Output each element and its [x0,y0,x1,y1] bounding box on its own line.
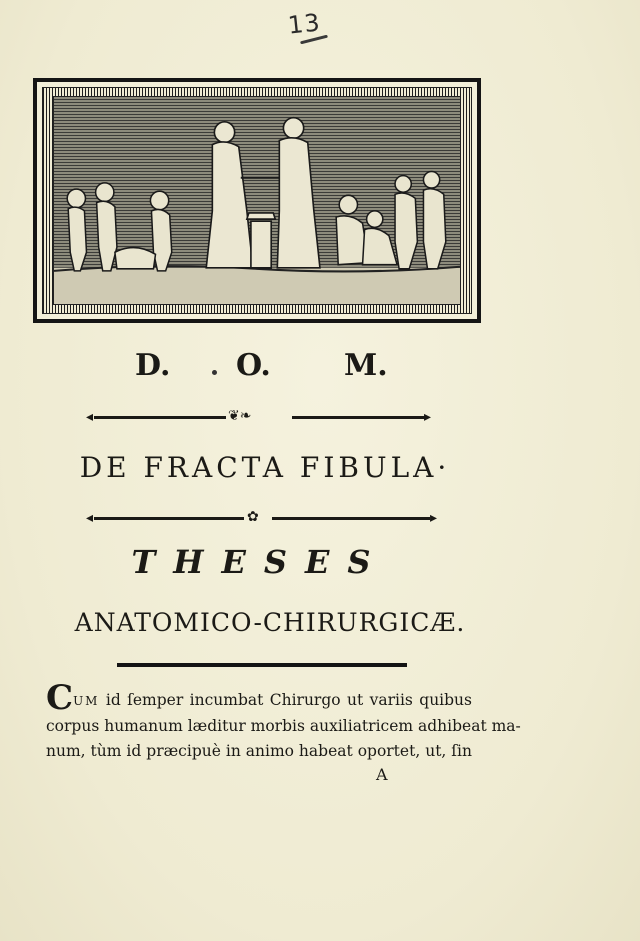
body-line-1-text: id ſemper incumbat Chirurgo ut variis quibus [99,691,472,709]
ornament-center-1: ❦❧ [228,408,252,424]
body-line-1 [46,678,472,718]
body-line-2: corpus humanum læditur morbis auxiliatricem adhibeat ma- [46,717,521,735]
ornament-arrow-left-1: ◂ [86,409,94,425]
ornament-arrow-right-1: ▸ [424,409,432,425]
folio-number: 13 [286,8,322,40]
section-divider [117,663,407,667]
drop-cap: C [46,678,74,718]
ornament-arrow-right-2: ▸ [430,510,438,526]
small-caps-word: UM [73,694,100,708]
body-paragraph [46,678,521,764]
engraved-vignette [33,78,481,323]
dom-separator-dot [212,370,217,375]
theses-subtitle: ANATOMICO-CHIRURGICÆ. [74,608,466,637]
theses-heading: THESES [131,543,389,581]
vignette-illustration [54,97,460,304]
ornamental-rule-right-1 [292,416,426,419]
ornamental-rule-right-2 [272,517,430,520]
dom-letter-o: O. [236,348,271,383]
vignette-scene [53,96,461,305]
ornament-center-2: ✿ [247,509,259,525]
dom-letter-d: D. [135,348,171,383]
body-line-3: num, tùm id præcipuè in animo habeat oportet, ut, ſin [46,742,472,760]
signature-mark: A [376,765,388,784]
ornament-arrow-left-2: ◂ [86,510,94,526]
dom-heading [40,348,480,388]
dom-letter-m: M. [344,348,388,383]
ornamental-rule-left-2 [94,517,244,520]
treatise-title: DE FRACTA FIBULA· [79,451,451,484]
ornamental-rule-left-1 [94,416,226,419]
